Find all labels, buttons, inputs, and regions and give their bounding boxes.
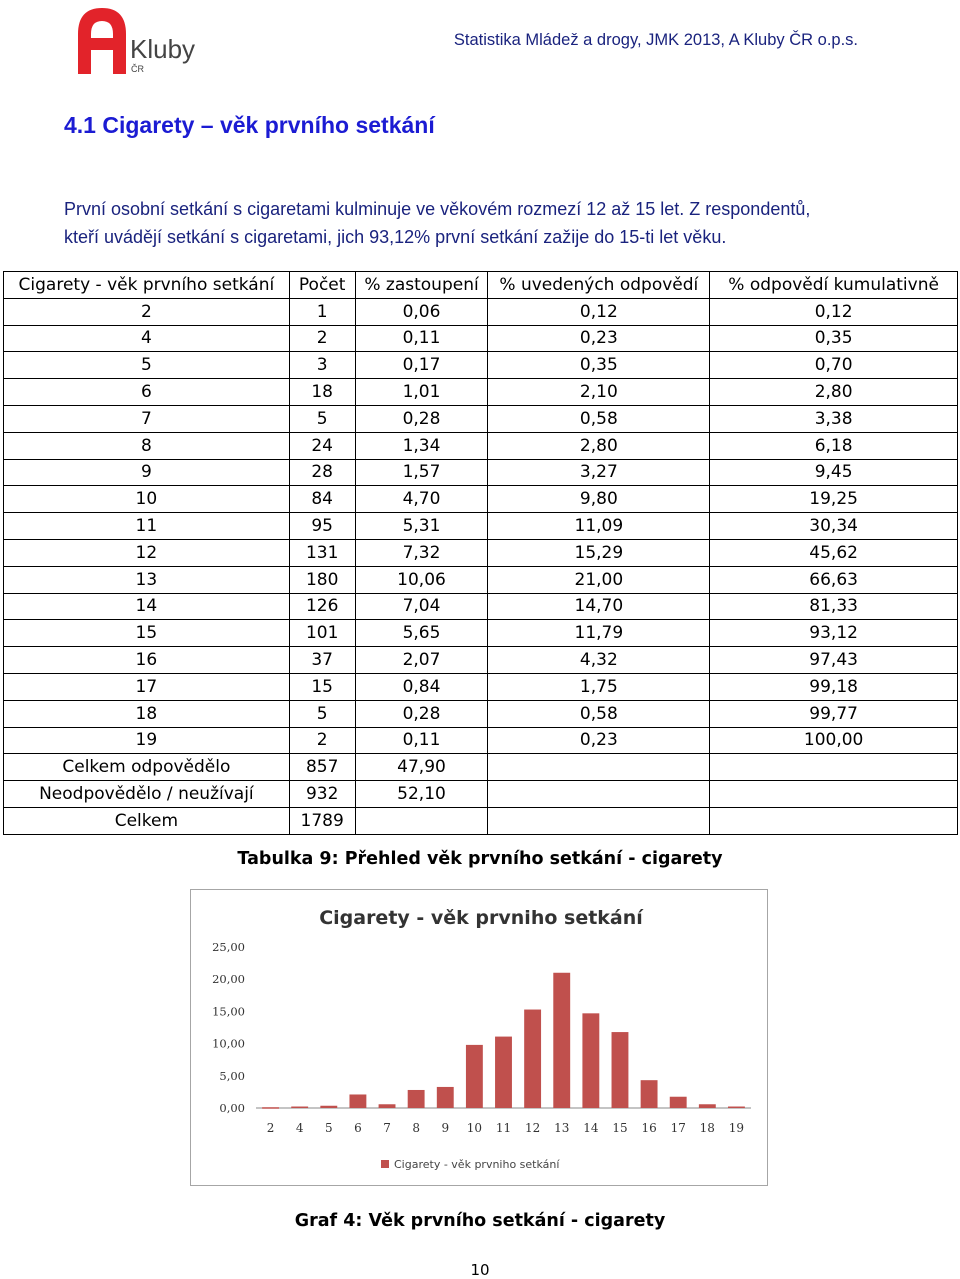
y-tick-label: 5,00: [219, 1068, 245, 1083]
table-cell: 97,43: [710, 647, 958, 674]
table-cell: 21,00: [488, 566, 710, 593]
table-cell: 30,34: [710, 513, 958, 540]
x-tick-label: 5: [324, 1121, 333, 1135]
table-row: [4, 352, 958, 379]
table-cell: Neodpovědělo / neužívají: [4, 781, 290, 808]
table-cell: [710, 781, 958, 808]
table-cell: 2,10: [488, 379, 710, 406]
table-cell: 9,80: [488, 486, 710, 513]
table-cell: 0,12: [488, 298, 710, 325]
table-cell: 0,06: [355, 298, 488, 325]
table-cell: 99,77: [710, 700, 958, 727]
table-cell: 0,28: [355, 700, 488, 727]
bar: [437, 1087, 454, 1108]
table-row: [4, 566, 958, 593]
table-header-cell: % zastoupení: [355, 272, 488, 299]
bar: [495, 1037, 512, 1108]
table-cell: 3,27: [488, 459, 710, 486]
intro-line-2: kteří uvádějí setkání s cigaretami, jich 93,12% první setkání zažije do 15-ti let věku.: [64, 227, 727, 247]
table-cell: [488, 754, 710, 781]
table-cell: 5: [289, 405, 355, 432]
age-first-contact-table: [3, 271, 958, 835]
bar: [291, 1107, 308, 1109]
logo-text: Kluby: [130, 34, 196, 64]
x-tick-label: 10: [466, 1121, 483, 1135]
x-tick-label: 6: [354, 1121, 362, 1135]
table-cell: 101: [289, 620, 355, 647]
table-row: [4, 593, 958, 620]
table-cell: 9,45: [710, 459, 958, 486]
logo-subtext: ČR: [131, 64, 144, 74]
table-row: [4, 620, 958, 647]
table-cell: 95: [289, 513, 355, 540]
table-row: [4, 539, 958, 566]
table-cell: 0,35: [710, 325, 958, 352]
legend-swatch: [381, 1160, 389, 1168]
table-cell: 4: [4, 325, 290, 352]
table-row: [4, 405, 958, 432]
table-cell: 66,63: [710, 566, 958, 593]
table-row: [4, 486, 958, 513]
table-row: [4, 325, 958, 352]
table-cell: 3,38: [710, 405, 958, 432]
table-cell: 45,62: [710, 539, 958, 566]
table-cell: 9: [4, 459, 290, 486]
x-tick-label: 2: [266, 1121, 275, 1135]
table-cell: 1789: [289, 807, 355, 834]
x-tick-label: 18: [699, 1121, 715, 1135]
table-cell: 13: [4, 566, 290, 593]
table-row: [4, 807, 958, 834]
table-cell: 5,65: [355, 620, 488, 647]
table-cell: 1: [289, 298, 355, 325]
chart-caption: Graf 4: Věk prvního setkání - cigarety: [294, 1211, 666, 1231]
bar-chart: [191, 890, 766, 1184]
table-row: [4, 673, 958, 700]
table-cell: 11,09: [488, 513, 710, 540]
table-cell: 2: [4, 298, 290, 325]
x-tick-label: 14: [583, 1121, 599, 1135]
table-cell: 99,18: [710, 673, 958, 700]
table-cell: 7,04: [355, 593, 488, 620]
x-tick-label: 15: [612, 1121, 628, 1135]
logo-a-shape: [78, 8, 126, 74]
bar: [670, 1097, 687, 1108]
table-row: [4, 432, 958, 459]
table-row: [4, 298, 958, 325]
table-cell: 15: [289, 673, 355, 700]
table-row: [4, 781, 958, 808]
table-cell: 1,01: [355, 379, 488, 406]
table-cell: 18: [289, 379, 355, 406]
table-cell: 0,28: [355, 405, 488, 432]
bar: [320, 1106, 337, 1108]
x-tick-label: 4: [295, 1121, 304, 1135]
table-cell: 1,34: [355, 432, 488, 459]
table-header-row: [4, 272, 958, 299]
table-cell: 24: [289, 432, 355, 459]
table-cell: Celkem: [4, 807, 290, 834]
table-cell: 0,12: [710, 298, 958, 325]
bar: [466, 1045, 483, 1108]
table-cell: 100,00: [710, 727, 958, 754]
table-cell: 5: [4, 352, 290, 379]
table-cell: 4,32: [488, 647, 710, 674]
table-cell: 10: [4, 486, 290, 513]
table-cell: 5: [289, 700, 355, 727]
table-cell: 1,57: [355, 459, 488, 486]
bar: [641, 1080, 658, 1108]
table-caption: Tabulka 9: Přehled věk prvního setkání - cigarety: [237, 849, 723, 869]
table-cell: 52,10: [355, 781, 488, 808]
intro-line-1: První osobní setkání s cigaretami kulminuje ve věkovém rozmezí 12 až 15 let. Z respondentů,: [64, 199, 811, 219]
table-cell: 10,06: [355, 566, 488, 593]
table-cell: 11,79: [488, 620, 710, 647]
table-cell: 1,75: [488, 673, 710, 700]
x-tick-label: 16: [641, 1121, 657, 1135]
y-tick-label: 15,00: [212, 1004, 245, 1019]
table-cell: 3: [289, 352, 355, 379]
table-cell: 0,23: [488, 325, 710, 352]
chart-frame: [190, 889, 768, 1186]
y-tick-label: 25,00: [212, 940, 245, 954]
table-cell: 2,07: [355, 647, 488, 674]
bar: [582, 1013, 599, 1108]
table-cell: 11: [4, 513, 290, 540]
table-cell: 131: [289, 539, 355, 566]
table-header-cell: Počet: [289, 272, 355, 299]
x-tick-label: 17: [670, 1121, 686, 1135]
table-cell: 0,11: [355, 325, 488, 352]
page-number: 10: [470, 1261, 490, 1279]
section-title: 4.1 Cigarety – věk prvního setkání: [64, 112, 435, 138]
y-tick-label: 0,00: [219, 1101, 245, 1115]
table-cell: 2,80: [710, 379, 958, 406]
legend-label: Cigarety - věk prvniho setkání: [394, 1158, 560, 1171]
a-kluby-logo: [74, 6, 214, 76]
table-cell: 28: [289, 459, 355, 486]
table-cell: 2,80: [488, 432, 710, 459]
table-cell: 6,18: [710, 432, 958, 459]
table-cell: 12: [4, 539, 290, 566]
bar: [553, 973, 570, 1108]
table-cell: 2: [289, 727, 355, 754]
table-cell: [710, 807, 958, 834]
x-tick-label: 12: [524, 1121, 541, 1135]
x-tick-label: 9: [441, 1121, 450, 1135]
bar: [408, 1090, 425, 1108]
table-cell: [488, 781, 710, 808]
x-tick-label: 8: [412, 1121, 420, 1135]
table-cell: 180: [289, 566, 355, 593]
bar: [699, 1104, 716, 1108]
x-tick-label: 11: [495, 1121, 512, 1135]
bar: [612, 1032, 629, 1108]
y-tick-label: 10,00: [212, 1036, 245, 1051]
table-cell: 14: [4, 593, 290, 620]
table-cell: 5,31: [355, 513, 488, 540]
table-cell: 932: [289, 781, 355, 808]
table-cell: 84: [289, 486, 355, 513]
table-cell: 6: [4, 379, 290, 406]
table-header-cell: % odpovědí kumulativně: [710, 272, 958, 299]
table-cell: 16: [4, 647, 290, 674]
table-cell: 0,17: [355, 352, 488, 379]
table-cell: 19: [4, 727, 290, 754]
table-row: [4, 459, 958, 486]
table-row: [4, 700, 958, 727]
table-cell: 18: [4, 700, 290, 727]
table-cell: 0,11: [355, 727, 488, 754]
table-row: [4, 647, 958, 674]
table-cell: [710, 754, 958, 781]
table-cell: Celkem odpovědělo: [4, 754, 290, 781]
table-cell: 19,25: [710, 486, 958, 513]
table-cell: 37: [289, 647, 355, 674]
x-tick-label: 19: [728, 1121, 745, 1135]
table-cell: [355, 807, 488, 834]
table-cell: 0,84: [355, 673, 488, 700]
chart-title: Cigarety - věk prvniho setkání: [319, 907, 643, 929]
y-tick-label: 20,00: [212, 972, 245, 987]
table-cell: [488, 807, 710, 834]
bar: [349, 1094, 366, 1108]
table-row: [4, 513, 958, 540]
table-cell: 15,29: [488, 539, 710, 566]
table-row: [4, 754, 958, 781]
table-cell: 81,33: [710, 593, 958, 620]
table-cell: 0,70: [710, 352, 958, 379]
table-cell: 0,23: [488, 727, 710, 754]
document-header-title: Statistika Mládež a drogy, JMK 2013, A Kluby ČR o.p.s.: [453, 31, 858, 49]
table-cell: 857: [289, 754, 355, 781]
table-cell: 7: [4, 405, 290, 432]
table-row: [4, 379, 958, 406]
table-cell: 7,32: [355, 539, 488, 566]
table-cell: 15: [4, 620, 290, 647]
table-cell: 0,35: [488, 352, 710, 379]
table-cell: 4,70: [355, 486, 488, 513]
table-cell: 14,70: [488, 593, 710, 620]
table-cell: 93,12: [710, 620, 958, 647]
table-cell: 47,90: [355, 754, 488, 781]
bar: [728, 1107, 745, 1109]
intro-paragraph: [64, 195, 904, 251]
table-row: [4, 727, 958, 754]
table-cell: 17: [4, 673, 290, 700]
table-cell: 8: [4, 432, 290, 459]
bar: [262, 1107, 279, 1109]
x-tick-label: 7: [383, 1121, 391, 1135]
table-cell: 2: [289, 325, 355, 352]
table-header-cell: % uvedených odpovědí: [488, 272, 710, 299]
bar: [379, 1104, 396, 1108]
table-header-cell: Cigarety - věk prvního setkání: [4, 272, 290, 299]
table-cell: 0,58: [488, 700, 710, 727]
table-cell: 0,58: [488, 405, 710, 432]
bar: [524, 1010, 541, 1108]
table-cell: 126: [289, 593, 355, 620]
x-tick-label: 13: [554, 1121, 570, 1135]
